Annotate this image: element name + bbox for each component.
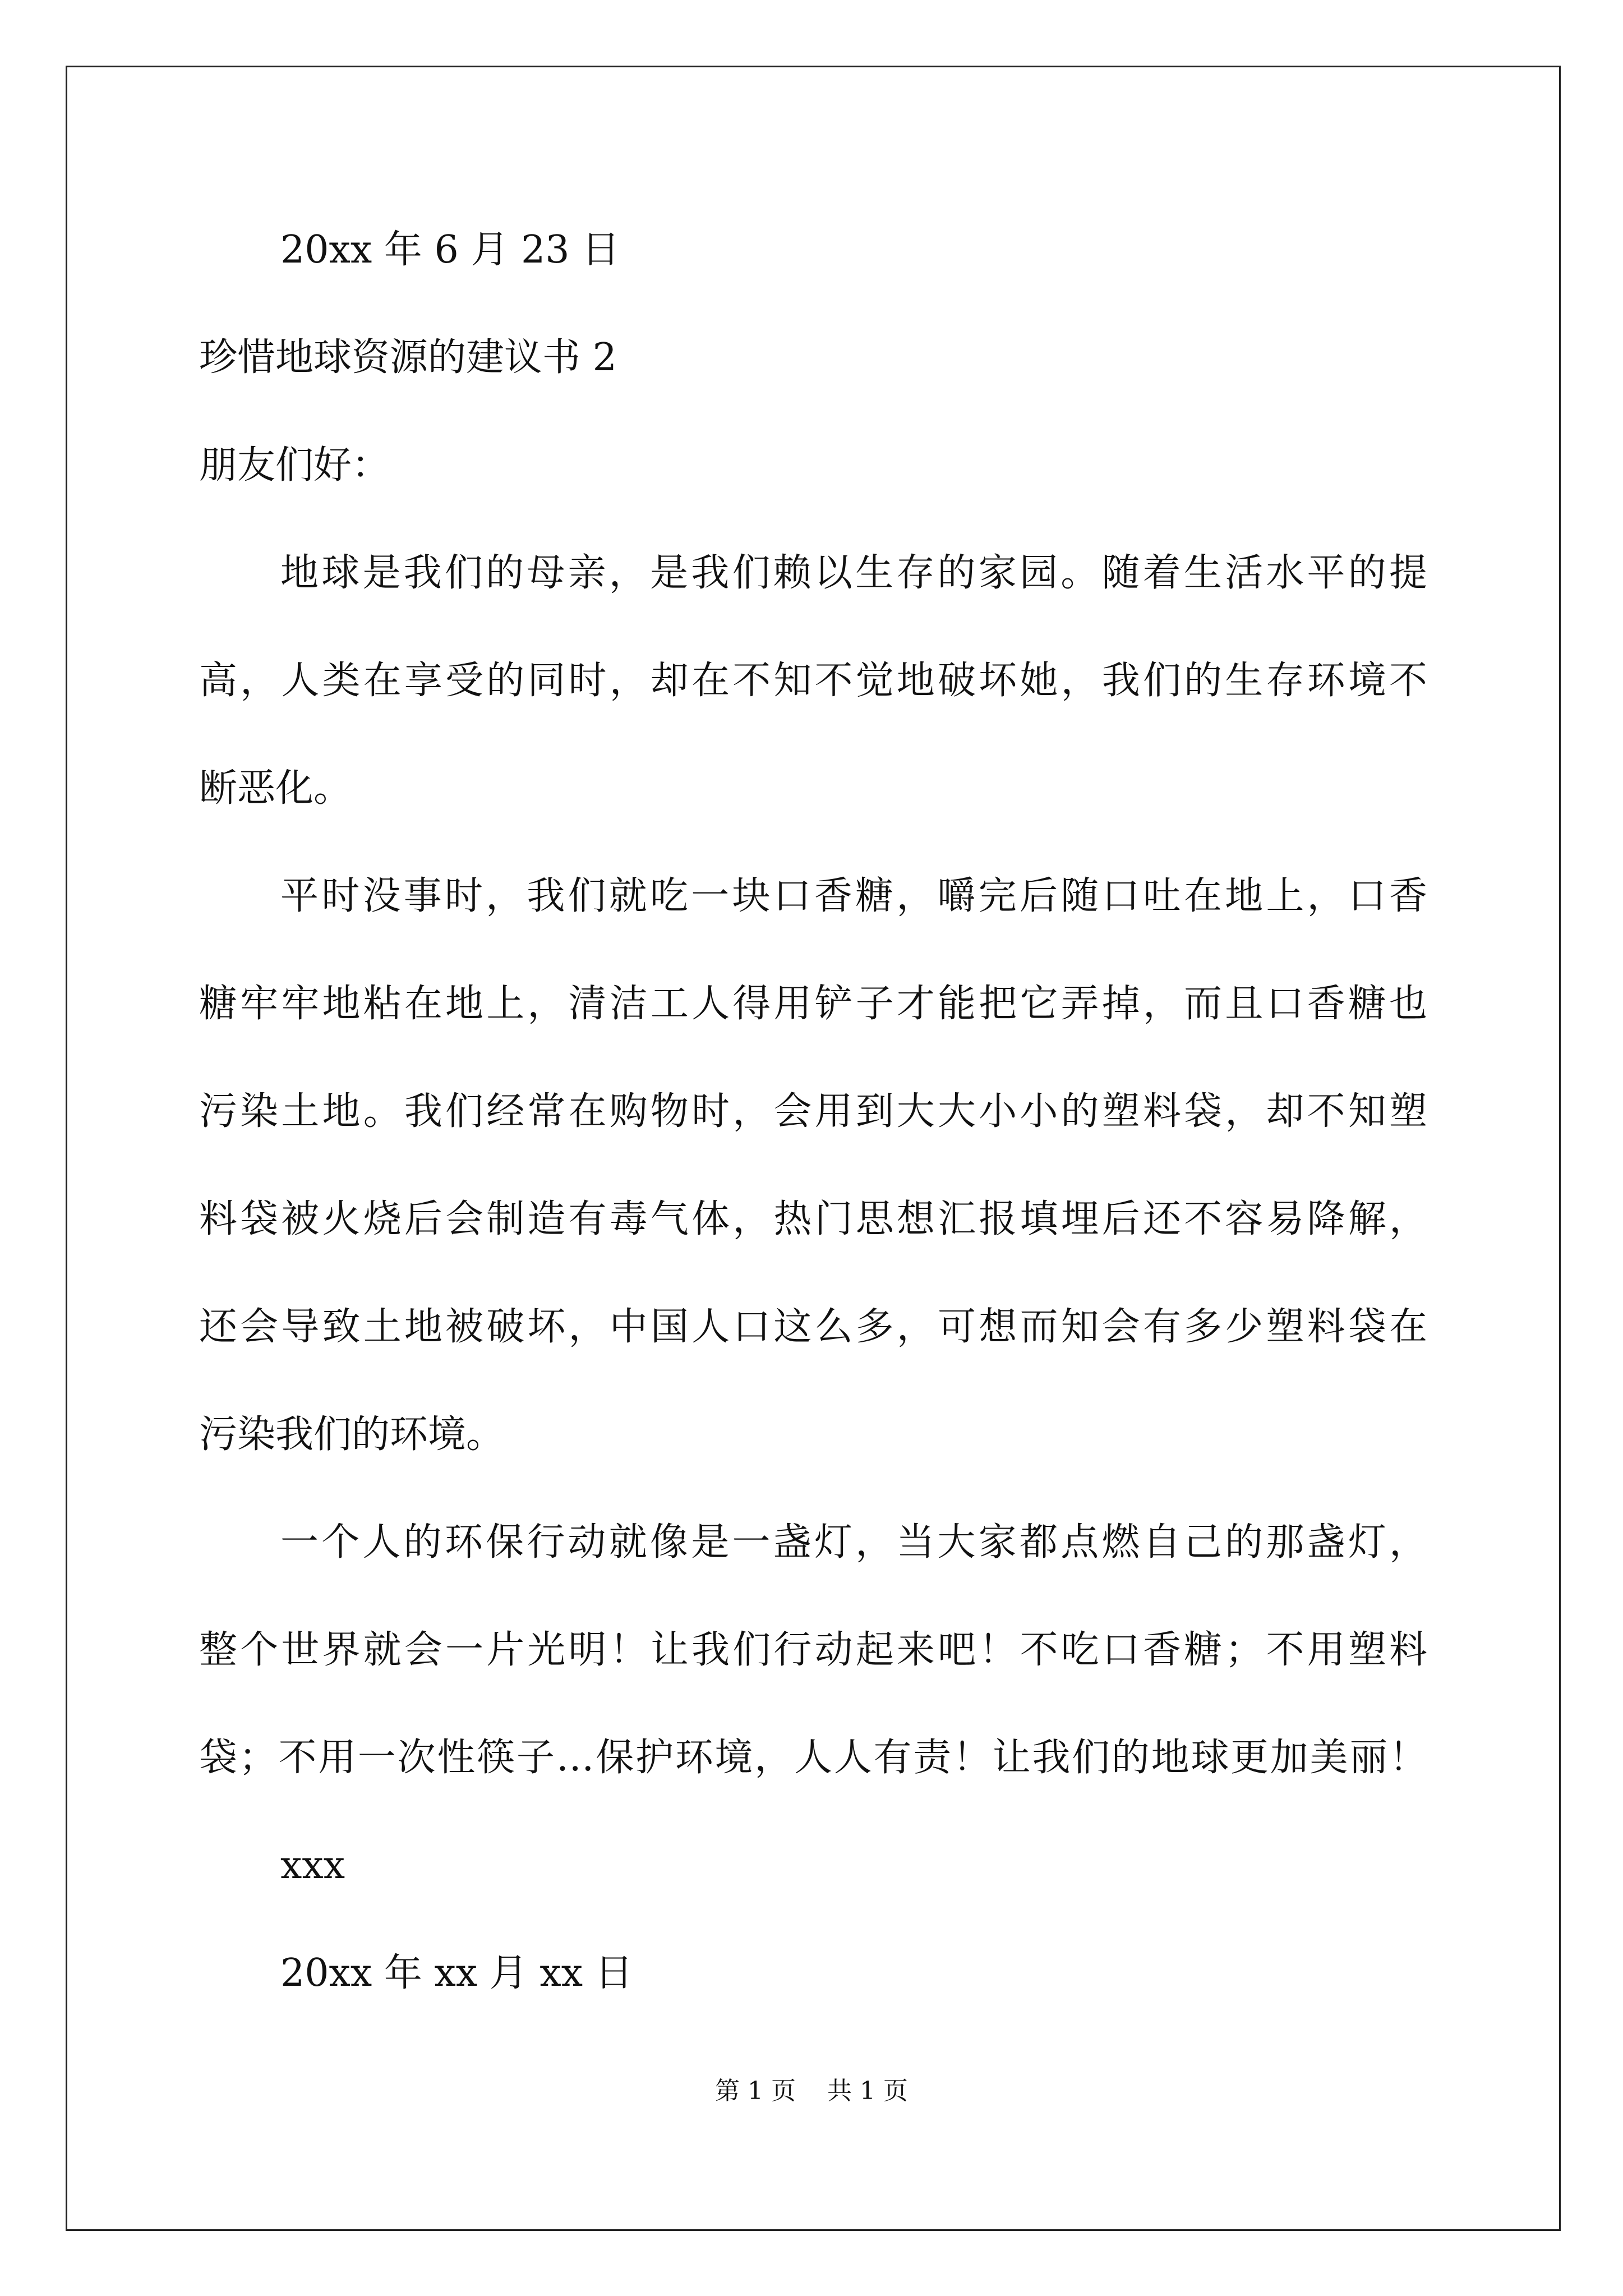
paragraph-line: 断恶化。 [199,766,352,811]
document-title: 珍惜地球资源的建议书 2 [199,335,617,380]
greeting: 朋友们好： [199,443,390,487]
paragraph-1 [199,545,1427,817]
paragraph-line: 料袋被火烧后会制造有毒气体，热门思想汇报填埋后还不容易降解， [199,1197,1427,1241]
paragraph-3 [199,1515,1427,1786]
paragraph-line: 高，人类在享受的同时，却在不知不觉地破坏她，我们的生存环境不 [199,659,1427,703]
paragraph-line: 袋；不用一次性筷子…保护环境，人人有责！让我们的地球更加美丽！ [199,1736,1427,1780]
paragraph-2 [199,868,1427,1463]
paragraph-line: 污染土地。我们经常在购物时，会用到大大小小的塑料袋，却不知塑 [199,1089,1427,1134]
paragraph-line: 一个人的环保行动就像是一盏灯，当大家都点燃自己的那盏灯， [280,1520,1427,1565]
paragraph-line: 还会导致土地被破坏，中国人口这么多，可想而知会有多少塑料袋在 [199,1305,1427,1349]
signature: xxx [280,1843,345,1888]
paragraph-line: 糖牢牢地粘在地上，清洁工人得用铲子才能把它弄掉，而且口香糖也 [199,982,1427,1026]
paragraph-line: 地球是我们的母亲，是我们赖以生存的家园。随着生活水平的提 [280,551,1427,595]
paragraph-line: 整个世界就会一片光明！让我们行动起来吧！不吃口香糖；不用塑料 [199,1628,1427,1672]
header-date: 20xx 年 6 月 23 日 [280,228,620,272]
page-footer: 第 1 页 共 1 页 [715,2077,908,2105]
paragraph-line: 平时没事时，我们就吃一块口香糖，嚼完后随口吐在地上，口香 [280,874,1427,918]
sign-date: 20xx 年 xx 月 xx 日 [280,1951,633,1995]
paragraph-line: 污染我们的环境。 [199,1412,505,1457]
